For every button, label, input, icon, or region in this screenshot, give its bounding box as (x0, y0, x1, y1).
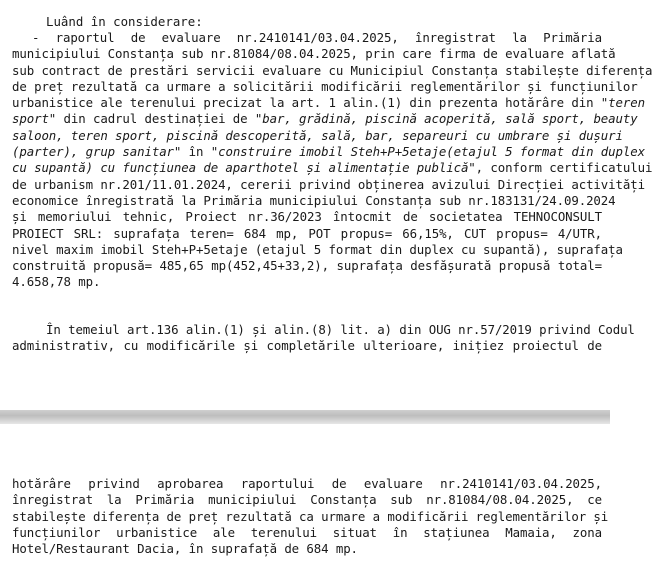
italic-text-run: cu supantă) cu funcțiunea de aparthotel și alimentație publică" (12, 160, 476, 176)
text-run: urbanistice ale terenului precizat la art. 1 alin.(1) din prezenta hotărâre din (12, 95, 601, 111)
text-run: de preț rezultată ca urmare a solicitării modificării reglementărilor și funcțiunilor (12, 78, 638, 94)
text-line: hotărâre privind aprobarea raportului de evaluare nr.2410141/03.04.2025, (12, 476, 602, 491)
section-heading: Luând în considerare: (46, 14, 203, 29)
text-line (12, 62, 652, 79)
text-run: PROIECT SRL: suprafața teren= 684 mp, POT propus= 66,15%, CUT propus= 4/UTR, (12, 225, 602, 241)
paragraph-decision-title (12, 476, 609, 557)
document-page-bottom (0, 424, 610, 574)
italic-text-run: saloon, teren sport, piscină descoperită, sală, bar, separeuri cu umbrare și dușuri (12, 127, 623, 143)
text-run: sub contract de prestări servicii evaluare cu Municipiul Constanța stabilește diferența (12, 62, 652, 78)
text-line: stabilește diferența de preț rezultată ca urmare a modificării reglementărilor și (12, 508, 609, 524)
paragraph-evaluation-report (12, 30, 652, 291)
text-line (12, 95, 645, 111)
text-run: construită propusă= 485,65 mp(452,45+33,2), suprafața desfășurată propusă total= (12, 258, 602, 274)
text-line (12, 111, 638, 127)
text-run: economice înregistrată la Primăria municipiului Constanța sub nr.183131/24.09.2024 (12, 192, 616, 208)
text-line: funcțiunilor urbanistice ale terenului situat în stațiunea Mamaia, zona (12, 524, 602, 540)
text-run: în (181, 144, 211, 160)
text-line (12, 241, 623, 258)
paragraph-legal-basis (12, 322, 635, 355)
text-line (12, 30, 602, 46)
italic-text-run: sport" (12, 111, 57, 127)
italic-text-run: "teren (600, 95, 645, 111)
text-line (12, 144, 645, 160)
text-run: - raportul de evaluare nr.2410141/03.04.2025, înregistrat la Primăria (32, 30, 602, 45)
italic-text-run: "construire imobil Steh+P+5etaje(etajul 5 format din duplex (210, 144, 645, 160)
text-line (12, 226, 602, 242)
text-line (12, 209, 602, 225)
text-run: , conform certificatului (475, 160, 652, 176)
text-line: În temeiul art.136 alin.(1) și alin.(8) lit. a) din OUG nr.57/2019 privind Codul (46, 322, 635, 337)
text-line (12, 46, 616, 62)
text-line (12, 78, 638, 95)
text-line (12, 127, 623, 144)
text-line (12, 176, 645, 193)
text-line: administrativ, cu modificările și completările ulterioare, inițiez proiectul de (12, 338, 602, 354)
text-run: de urbanism nr.201/11.01.2024, cererii privind obținerea avizului Direcției activități (12, 176, 645, 192)
page-break-divider (0, 410, 610, 424)
text-line (12, 192, 616, 209)
text-run: municipiului Constanța sub nr.81084/08.04.2025, prin care firma de evaluare aflată (12, 46, 616, 62)
italic-text-run: (parter), grup sanitar" (12, 144, 182, 160)
text-run: 4.658,78 mp. (12, 274, 101, 290)
text-line (12, 274, 602, 290)
text-run: nivel maxim imobil Steh+P+5etaje (etajul 5 format din duplex cu supantă), suprafața (12, 241, 623, 257)
text-line: Hotel/Restaurant Dacia, în suprafață de 684 mp. (12, 541, 358, 557)
text-run: și memoriului tehnic, Proiect nr.36/2023 întocmit de societatea TEHNOCONSULT (12, 209, 602, 225)
text-line (12, 160, 652, 176)
text-line (12, 258, 602, 274)
italic-text-run: "bar, grădină, piscină acoperită, sală sport, beauty (254, 111, 638, 127)
text-run: din cadrul destinației de (56, 111, 255, 127)
text-line: înregistrat la Primăria municipiului Constanța sub nr.81084/08.04.2025, ce (12, 492, 602, 508)
